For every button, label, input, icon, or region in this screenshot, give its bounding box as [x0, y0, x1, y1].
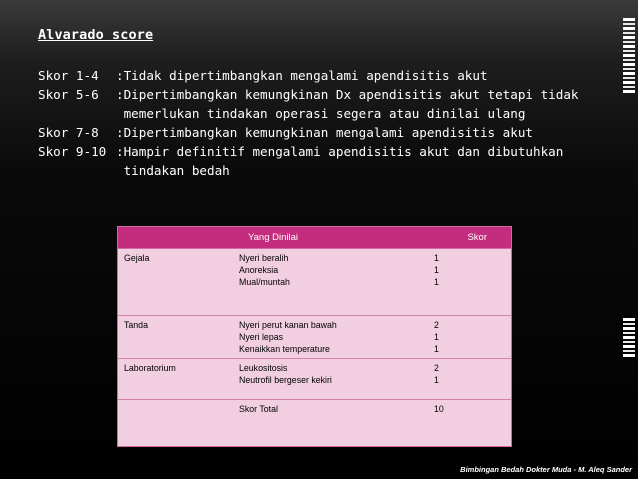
row-category: Gejala [118, 249, 233, 316]
row-items [233, 249, 428, 316]
alvarado-table [117, 226, 512, 447]
item-text: Neutrofil bergeser kekiri [239, 375, 332, 385]
decorative-bars-bottom [623, 318, 635, 359]
score-value: 1 [434, 265, 439, 275]
score-row-continuation [38, 161, 579, 180]
row-category: Tanda [118, 316, 233, 359]
row-items [233, 316, 428, 359]
table-row [118, 359, 511, 400]
score-description: tindakan bedah [116, 163, 230, 178]
total-score: 10 [434, 404, 444, 414]
score-value: 1 [434, 253, 439, 263]
score-value: 1 [434, 344, 439, 354]
score-description: :Dipertimbangkan kemungkinan Dx apendisitis akut tetapi tidak [116, 87, 579, 102]
table-row [118, 316, 511, 359]
score-value: 1 [434, 277, 439, 287]
item-text: Nyeri perut kanan bawah [239, 320, 337, 330]
row-category [118, 400, 233, 446]
table-row-total [118, 400, 511, 446]
score-row-continuation [38, 104, 579, 123]
table-header-row [118, 227, 511, 249]
score-description: :Tidak dipertimbangkan mengalami apendisitis akut [116, 68, 488, 83]
item-text: Kenaikkan temperature [239, 344, 330, 354]
item-text: Anoreksia [239, 265, 279, 275]
column-header-skor: Skor [428, 227, 511, 249]
score-row [38, 66, 579, 85]
table-row [118, 249, 511, 316]
footer-credit: Bimbingan Bedah Dokter Muda - M. Aleq Sander [460, 465, 632, 474]
item-text: Nyeri lepas [239, 332, 284, 342]
item-text: Leukositosis [239, 363, 288, 373]
score-label: Skor 9-10 [38, 144, 107, 159]
row-scores [428, 249, 511, 316]
item-text: Mual/muntah [239, 277, 290, 287]
row-scores [428, 316, 511, 359]
total-label: Skor Total [239, 404, 278, 414]
score-value: 2 [434, 363, 439, 373]
score-row [38, 123, 579, 142]
score-row [38, 85, 579, 104]
column-header-yang-dinilai: Yang Dinilai [118, 227, 428, 249]
row-items [233, 359, 428, 400]
score-description: :Hampir definitif mengalami apendisitis akut dan dibutuhkan [116, 144, 564, 159]
score-description: memerlukan tindakan operasi segera atau dinilai ulang [116, 106, 526, 121]
score-description: :Dipertimbangkan kemungkinan mengalami apendisitis akut [116, 125, 534, 140]
score-label: Skor 1-4 [38, 68, 99, 83]
score-value: 1 [434, 375, 439, 385]
row-scores [428, 400, 511, 446]
decorative-bars-top [623, 18, 635, 95]
row-scores [428, 359, 511, 400]
slide-title: Alvarado score [38, 27, 154, 43]
score-row [38, 142, 579, 161]
score-value: 2 [434, 320, 439, 330]
score-list [38, 66, 579, 180]
score-value: 1 [434, 332, 439, 342]
row-category: Laboratorium [118, 359, 233, 400]
row-items [233, 400, 428, 446]
score-label: Skor 7-8 [38, 125, 99, 140]
item-text: Nyeri beralih [239, 253, 289, 263]
score-label: Skor 5-6 [38, 87, 99, 102]
